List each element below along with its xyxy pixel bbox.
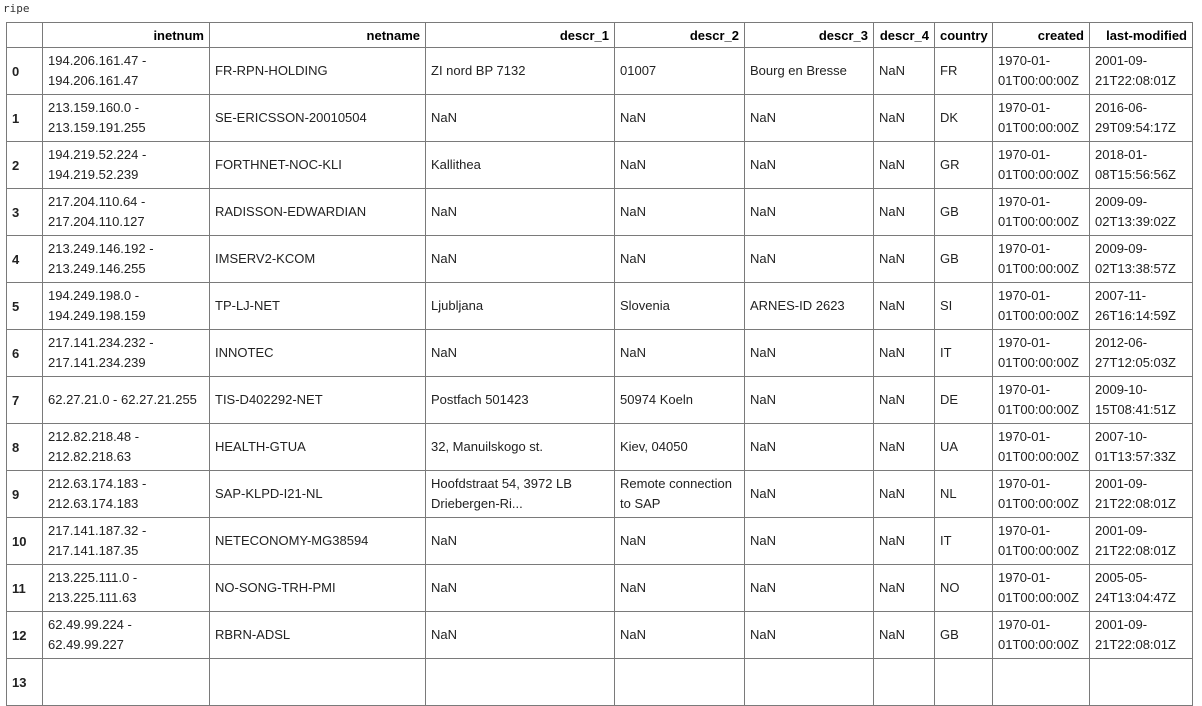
cell-inetnum: 62.49.99.224 - 62.49.99.227 bbox=[43, 612, 210, 659]
row-index: 7 bbox=[7, 377, 43, 424]
cell-descr-1: NaN bbox=[426, 612, 615, 659]
row-index: 11 bbox=[7, 565, 43, 612]
cell-inetnum: 212.82.218.48 - 212.82.218.63 bbox=[43, 424, 210, 471]
cell-inetnum: 213.159.160.0 - 213.159.191.255 bbox=[43, 95, 210, 142]
cell-descr-4 bbox=[874, 659, 935, 706]
column-header-netname: netname bbox=[210, 23, 426, 48]
table-row bbox=[7, 471, 1193, 518]
cell-descr-1: Hoofdstraat 54, 3972 LB Driebergen-Ri... bbox=[426, 471, 615, 518]
cell-netname: NO-SONG-TRH-PMI bbox=[210, 565, 426, 612]
row-index: 3 bbox=[7, 189, 43, 236]
cell-country: NO bbox=[935, 565, 993, 612]
cell-netname: HEALTH-GTUA bbox=[210, 424, 426, 471]
dataframe-output bbox=[6, 22, 1196, 706]
cell-created: 1970-01-01T00:00:00Z bbox=[993, 612, 1090, 659]
cell-descr-3: Bourg en Bresse bbox=[745, 48, 874, 95]
cell-descr-1: Kallithea bbox=[426, 142, 615, 189]
row-index: 5 bbox=[7, 283, 43, 330]
cell-descr-3: NaN bbox=[745, 236, 874, 283]
cell-descr-3: NaN bbox=[745, 142, 874, 189]
table-row bbox=[7, 189, 1193, 236]
row-index: 1 bbox=[7, 95, 43, 142]
cell-descr-3: NaN bbox=[745, 612, 874, 659]
cell-created: 1970-01-01T00:00:00Z bbox=[993, 424, 1090, 471]
cell-netname: IMSERV2-KCOM bbox=[210, 236, 426, 283]
cell-descr-2: Kiev, 04050 bbox=[615, 424, 745, 471]
cell-descr-2: NaN bbox=[615, 565, 745, 612]
cell-last-modified: 2001-09-21T22:08:01Z bbox=[1090, 471, 1193, 518]
table-row bbox=[7, 330, 1193, 377]
cell-netname: RADISSON-EDWARDIAN bbox=[210, 189, 426, 236]
cell-descr-1: NaN bbox=[426, 518, 615, 565]
cell-created: 1970-01-01T00:00:00Z bbox=[993, 236, 1090, 283]
cell-last-modified: 2016-06-29T09:54:17Z bbox=[1090, 95, 1193, 142]
row-index: 9 bbox=[7, 471, 43, 518]
cell-descr-2 bbox=[615, 659, 745, 706]
cell-descr-3 bbox=[745, 659, 874, 706]
cell-netname: SAP-KLPD-I21-NL bbox=[210, 471, 426, 518]
cell-created: 1970-01-01T00:00:00Z bbox=[993, 377, 1090, 424]
row-index: 12 bbox=[7, 612, 43, 659]
cell-netname: FR-RPN-HOLDING bbox=[210, 48, 426, 95]
cell-descr-3: NaN bbox=[745, 189, 874, 236]
cell-netname bbox=[210, 659, 426, 706]
cell-last-modified: 2005-05-24T13:04:47Z bbox=[1090, 565, 1193, 612]
cell-inetnum: 217.141.234.232 - 217.141.234.239 bbox=[43, 330, 210, 377]
cell-inetnum: 217.141.187.32 - 217.141.187.35 bbox=[43, 518, 210, 565]
cell-descr-1 bbox=[426, 659, 615, 706]
cell-descr-2: NaN bbox=[615, 612, 745, 659]
cell-descr-3: NaN bbox=[745, 424, 874, 471]
table-row bbox=[7, 377, 1193, 424]
column-header-created: created bbox=[993, 23, 1090, 48]
cell-last-modified: 2009-10-15T08:41:51Z bbox=[1090, 377, 1193, 424]
cell-descr-4: NaN bbox=[874, 95, 935, 142]
column-header-descr-2: descr_2 bbox=[615, 23, 745, 48]
cell-last-modified: 2018-01-08T15:56:56Z bbox=[1090, 142, 1193, 189]
dataframe-table bbox=[6, 22, 1193, 706]
cell-descr-1: NaN bbox=[426, 236, 615, 283]
cell-descr-4: NaN bbox=[874, 565, 935, 612]
cell-descr-3: NaN bbox=[745, 330, 874, 377]
column-header-index bbox=[7, 23, 43, 48]
cell-last-modified: 2009-09-02T13:38:57Z bbox=[1090, 236, 1193, 283]
cell-descr-4: NaN bbox=[874, 48, 935, 95]
cell-country: GR bbox=[935, 142, 993, 189]
row-index: 6 bbox=[7, 330, 43, 377]
column-header-descr-4: descr_4 bbox=[874, 23, 935, 48]
cell-created bbox=[993, 659, 1090, 706]
cell-descr-4: NaN bbox=[874, 330, 935, 377]
cell-netname: INNOTEC bbox=[210, 330, 426, 377]
cell-country: DE bbox=[935, 377, 993, 424]
row-index: 0 bbox=[7, 48, 43, 95]
table-row bbox=[7, 612, 1193, 659]
cell-descr-4: NaN bbox=[874, 612, 935, 659]
cell-inetnum: 217.204.110.64 - 217.204.110.127 bbox=[43, 189, 210, 236]
cell-descr-3: ARNES-ID 2623 bbox=[745, 283, 874, 330]
column-header-country: country bbox=[935, 23, 993, 48]
cell-descr-3: NaN bbox=[745, 565, 874, 612]
row-index: 8 bbox=[7, 424, 43, 471]
cell-country: NL bbox=[935, 471, 993, 518]
cell-descr-3: NaN bbox=[745, 518, 874, 565]
row-index: 4 bbox=[7, 236, 43, 283]
cell-descr-3: NaN bbox=[745, 471, 874, 518]
cell-descr-4: NaN bbox=[874, 189, 935, 236]
row-index: 13 bbox=[7, 659, 43, 706]
cell-country: DK bbox=[935, 95, 993, 142]
cell-country: SI bbox=[935, 283, 993, 330]
cell-country bbox=[935, 659, 993, 706]
cell-descr-4: NaN bbox=[874, 471, 935, 518]
column-header-last-modified: last-modified bbox=[1090, 23, 1193, 48]
cell-created: 1970-01-01T00:00:00Z bbox=[993, 518, 1090, 565]
cell-descr-2: NaN bbox=[615, 142, 745, 189]
table-body bbox=[7, 48, 1193, 706]
cell-last-modified: 2007-11-26T16:14:59Z bbox=[1090, 283, 1193, 330]
cell-netname: NETECONOMY-MG38594 bbox=[210, 518, 426, 565]
cell-last-modified: 2007-10-01T13:57:33Z bbox=[1090, 424, 1193, 471]
cell-inetnum: 213.249.146.192 - 213.249.146.255 bbox=[43, 236, 210, 283]
cell-descr-1: 32, Manuilskogo st. bbox=[426, 424, 615, 471]
cell-descr-2: 50974 Koeln bbox=[615, 377, 745, 424]
cell-created: 1970-01-01T00:00:00Z bbox=[993, 330, 1090, 377]
cell-created: 1970-01-01T00:00:00Z bbox=[993, 565, 1090, 612]
table-row bbox=[7, 95, 1193, 142]
cell-descr-1: ZI nord BP 7132 bbox=[426, 48, 615, 95]
cell-created: 1970-01-01T00:00:00Z bbox=[993, 95, 1090, 142]
cell-netname: FORTHNET-NOC-KLI bbox=[210, 142, 426, 189]
cell-country: GB bbox=[935, 236, 993, 283]
cell-inetnum: 194.206.161.47 - 194.206.161.47 bbox=[43, 48, 210, 95]
cell-created: 1970-01-01T00:00:00Z bbox=[993, 48, 1090, 95]
table-row bbox=[7, 518, 1193, 565]
cell-country: IT bbox=[935, 518, 993, 565]
cell-netname: TP-LJ-NET bbox=[210, 283, 426, 330]
row-index: 2 bbox=[7, 142, 43, 189]
cell-inetnum: 62.27.21.0 - 62.27.21.255 bbox=[43, 377, 210, 424]
cell-inetnum bbox=[43, 659, 210, 706]
cell-inetnum: 194.249.198.0 - 194.249.198.159 bbox=[43, 283, 210, 330]
cell-inetnum: 194.219.52.224 - 194.219.52.239 bbox=[43, 142, 210, 189]
cell-descr-2: Slovenia bbox=[615, 283, 745, 330]
cell-created: 1970-01-01T00:00:00Z bbox=[993, 142, 1090, 189]
header-row bbox=[7, 23, 1193, 48]
cell-netname: TIS-D402292-NET bbox=[210, 377, 426, 424]
cell-country: GB bbox=[935, 189, 993, 236]
cell-last-modified: 2012-06-27T12:05:03Z bbox=[1090, 330, 1193, 377]
cell-descr-4: NaN bbox=[874, 283, 935, 330]
cell-country: GB bbox=[935, 612, 993, 659]
column-header-inetnum: inetnum bbox=[43, 23, 210, 48]
cell-country: UA bbox=[935, 424, 993, 471]
table-row bbox=[7, 565, 1193, 612]
cell-country: FR bbox=[935, 48, 993, 95]
table-row bbox=[7, 424, 1193, 471]
table-row bbox=[7, 659, 1193, 706]
cell-created: 1970-01-01T00:00:00Z bbox=[993, 189, 1090, 236]
cell-descr-1: NaN bbox=[426, 330, 615, 377]
table-row bbox=[7, 236, 1193, 283]
cell-descr-1: Ljubljana bbox=[426, 283, 615, 330]
cell-descr-4: NaN bbox=[874, 236, 935, 283]
cell-netname: RBRN-ADSL bbox=[210, 612, 426, 659]
cell-descr-1: NaN bbox=[426, 565, 615, 612]
cell-descr-3: NaN bbox=[745, 95, 874, 142]
table-row bbox=[7, 48, 1193, 95]
table-row bbox=[7, 142, 1193, 189]
cell-descr-2: NaN bbox=[615, 330, 745, 377]
column-header-descr-3: descr_3 bbox=[745, 23, 874, 48]
cell-descr-2: NaN bbox=[615, 518, 745, 565]
cell-last-modified: 2001-09-21T22:08:01Z bbox=[1090, 48, 1193, 95]
cell-last-modified: 2001-09-21T22:08:01Z bbox=[1090, 518, 1193, 565]
cell-descr-1: NaN bbox=[426, 189, 615, 236]
cell-netname: SE-ERICSSON-20010504 bbox=[210, 95, 426, 142]
cell-descr-1: Postfach 501423 bbox=[426, 377, 615, 424]
cell-descr-3: NaN bbox=[745, 377, 874, 424]
cell-descr-2: NaN bbox=[615, 189, 745, 236]
cell-descr-4: NaN bbox=[874, 424, 935, 471]
cell-descr-1: NaN bbox=[426, 95, 615, 142]
row-index: 10 bbox=[7, 518, 43, 565]
cell-descr-2: Remote connection to SAP bbox=[615, 471, 745, 518]
cell-created: 1970-01-01T00:00:00Z bbox=[993, 283, 1090, 330]
variable-name-label: ripe bbox=[3, 2, 30, 15]
cell-country: IT bbox=[935, 330, 993, 377]
cell-descr-4: NaN bbox=[874, 518, 935, 565]
cell-last-modified: 2009-09-02T13:39:02Z bbox=[1090, 189, 1193, 236]
cell-inetnum: 212.63.174.183 - 212.63.174.183 bbox=[43, 471, 210, 518]
cell-descr-4: NaN bbox=[874, 142, 935, 189]
cell-inetnum: 213.225.111.0 - 213.225.111.63 bbox=[43, 565, 210, 612]
column-header-descr-1: descr_1 bbox=[426, 23, 615, 48]
cell-last-modified: 2001-09-21T22:08:01Z bbox=[1090, 612, 1193, 659]
cell-descr-2: 01007 bbox=[615, 48, 745, 95]
cell-descr-4: NaN bbox=[874, 377, 935, 424]
cell-created: 1970-01-01T00:00:00Z bbox=[993, 471, 1090, 518]
table-row bbox=[7, 283, 1193, 330]
cell-descr-2: NaN bbox=[615, 95, 745, 142]
cell-descr-2: NaN bbox=[615, 236, 745, 283]
cell-last-modified bbox=[1090, 659, 1193, 706]
